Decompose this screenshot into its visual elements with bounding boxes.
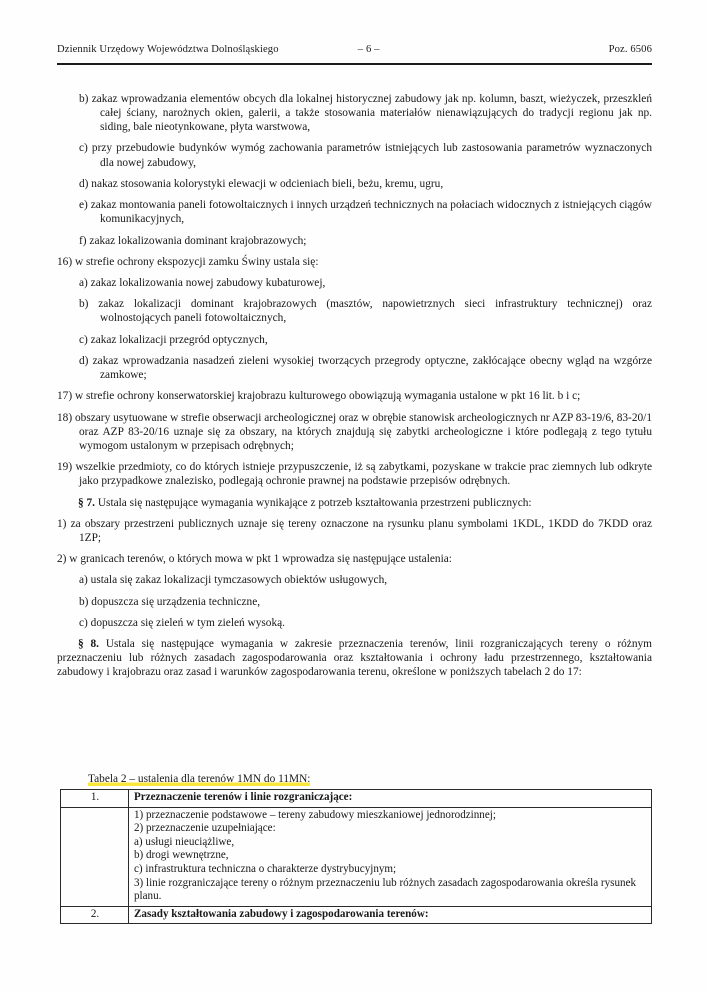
- table-row-number-empty: [61, 807, 129, 906]
- table-row: [61, 906, 652, 924]
- paragraph-item-d-kolorystyka: [57, 177, 652, 191]
- paragraph-text: nakaz stosowania kolorystyki elewacji w odcieniach bieli, beżu, kremu, ugru,: [91, 177, 444, 190]
- list-marker: a): [79, 574, 91, 587]
- paragraph-text: Ustala się następujące wymagania wynikające z potrzeb kształtowania przestrzeni publicznych:: [97, 496, 532, 509]
- list-marker: f): [79, 234, 90, 247]
- table-row-heading: Przeznaczenie terenów i linie rozgraniczające:: [129, 790, 652, 808]
- paragraph-text: zakaz lokalizowania dominant krajobrazowych;: [89, 234, 307, 247]
- paragraph-text: zakaz montowania paneli fotowoltaicznych i innych urządzeń technicznych na połaciach widocznych z istniejących ciągów komunikacyjnych,: [90, 199, 652, 226]
- section-marker: § 7.: [78, 496, 98, 509]
- table-row-heading: Zasady kształtowania zabudowy i zagospodarowania terenów:: [129, 906, 652, 924]
- list-marker: b): [79, 93, 92, 105]
- paragraph-text: ustala się zakaz lokalizacji tymczasowych obiektów usługowych,: [90, 574, 388, 587]
- position-number: Poz. 6506: [608, 44, 652, 55]
- paragraph-item-17: [57, 389, 652, 403]
- paragraph-text: zakaz wprowadzania elementów obcych dla lokalnej historycznej zabudowy jak np. kolumn, baszt, wieżyczek, przeszkleń całej ściany, narożnych okien, galerii, a także stosowania materiałów nienawiązujących do tradycji regionu jak np. siding, bale nieotynkowane, płyta warstwowa,: [91, 93, 652, 134]
- list-marker: c): [79, 333, 91, 346]
- table-content-line: c) infrastruktura techniczna o charakterze dystrybucyjnym;: [134, 862, 397, 875]
- table-row-number: 2.: [61, 906, 129, 924]
- paragraph-item-7-1: [57, 517, 652, 545]
- list-marker: 18): [57, 411, 75, 424]
- paragraph-item-7-2-c: [57, 616, 652, 630]
- list-marker: 1): [57, 517, 71, 530]
- paragraph-text: przy przebudowie budynków wymóg zachowania parametrów istniejących lub zastosowania parametrów wyznaczonych dla nowej zabudowy,: [91, 142, 653, 169]
- paragraph-item-16-c: [57, 333, 652, 347]
- document-body: [57, 92, 652, 680]
- list-marker: 19): [57, 461, 76, 474]
- paragraph-section-7: [57, 496, 652, 510]
- table-content-line: a) usługi nieuciążliwe,: [134, 835, 235, 848]
- paragraph-text: dopuszcza się zieleń w tym zieleń wysoką.: [90, 617, 286, 629]
- paragraph-item-f-dominanty: [57, 234, 652, 248]
- paragraph-text: zakaz lokalizacji dominant krajobrazowych (masztów, napowietrznych sieci infrastruktury technicznej) oraz wolnostojących paneli fotowoltaicznych,: [98, 298, 652, 325]
- paragraph-text: w strefie ochrony ekspozycji zamku Świny ustala się:: [74, 255, 319, 268]
- list-marker: 2): [57, 553, 70, 566]
- list-marker: b): [79, 595, 92, 608]
- paragraph-item-c-przebudowa: [57, 141, 652, 169]
- table-caption: [88, 772, 310, 786]
- list-marker: c): [79, 617, 91, 629]
- list-marker: d): [79, 177, 92, 190]
- paragraph-item-18: [57, 411, 652, 453]
- paragraph-item-16: [57, 255, 652, 269]
- table-content-line: b) drogi wewnętrzne,: [134, 849, 229, 862]
- paragraph-item-7-2: [57, 552, 652, 566]
- paragraph-item-19: [57, 460, 652, 488]
- section-marker: § 8.: [78, 638, 106, 651]
- paragraph-item-7-2-a: [57, 573, 652, 587]
- paragraph-item-16-d: [57, 354, 652, 382]
- header-divider: [57, 63, 652, 65]
- table-row-content: [129, 807, 652, 906]
- paragraph-item-e-fotowoltaika: [57, 198, 652, 226]
- running-head-publication: Dziennik Urzędowy Województwa Dolnośląskiego: [57, 44, 279, 55]
- table-content-line: 1) przeznaczenie podstawowe – tereny zabudowy mieszkaniowej jednorodzinnej;: [134, 808, 496, 821]
- paragraph-item-7-2-b: [57, 595, 652, 609]
- list-marker: e): [79, 199, 91, 212]
- table-caption-text: Tabela 2 – ustalenia dla terenów 1MN do 11MN:: [88, 773, 311, 785]
- paragraph-text: w strefie ochrony konserwatorskiej krajobrazu kulturowego obowiązują wymagania ustalone w pkt 16 lit. b i c;: [74, 390, 581, 403]
- paragraph-text: obszary usytuowane w strefie obserwacji archeologicznej oraz w obrębie stanowisk archeologicznych nr AZP 83-19/6, 83-20/1 oraz AZP 83-20/16 uznaje się za obszary, na których znajdują się zabytki archeologiczne i które podlegają z tego tytułu wymogom ustalonym w przepisach odrębnych;: [74, 411, 652, 452]
- table-content-line: 3) linie rozgraniczające tereny o różnym przeznaczeniu lub różnych zasadach zagospodarowania określa rysunek planu.: [134, 876, 637, 903]
- list-marker: d): [79, 355, 93, 367]
- paragraph-text: Ustala się następujące wymagania w zakresie przeznaczenia terenów, linii rozgraniczających tereny o różnym przeznaczeniu lub różnych zasadach zagospodarowania oraz kształtowania i ochrony ładu przestrzennego, kształtowania zabudowy i krajobrazu oraz zasad i warunków zagospodarowania terenu, określone w poniższych tabelach 2 do 17:: [57, 638, 652, 679]
- table-row: [61, 807, 652, 906]
- paragraph-text: zakaz wprowadzania nasadzeń zieleni wysokiej tworzących przegrody optyczne, zakłócające obecny wgląd na wzgórze zamkowe;: [92, 355, 652, 382]
- list-marker: b): [79, 298, 99, 311]
- list-marker: c): [79, 142, 92, 155]
- page-bottom-margin: [0, 991, 706, 999]
- paragraph-text: zakaz lokalizacji przegród optycznych,: [90, 333, 268, 346]
- paragraph-item-16-a: [57, 276, 652, 290]
- paragraph-text: zakaz lokalizowania nowej zabudowy kubaturowej,: [90, 277, 326, 290]
- paragraph-item-b-obce-elementy: [57, 92, 652, 134]
- paragraph-text: wszelkie przedmioty, co do których istnieje przypuszczenie, iż są zabytkami, pozyskane w trakcie prac ziemnych lub odkryte jako przypadkowe znalezisko, podlegają ochronie prawnej na podstawie przepisów odrębnych.: [75, 461, 652, 488]
- paragraph-section-8: [57, 637, 652, 679]
- table-row-number: 1.: [61, 790, 129, 808]
- table-content-line: 2) przeznaczenie uzupełniające:: [134, 822, 276, 835]
- list-marker: 16): [57, 255, 75, 268]
- list-marker: 17): [57, 390, 75, 403]
- paragraph-text: dopuszcza się urządzenia techniczne,: [91, 595, 261, 608]
- running-head: [57, 44, 652, 55]
- paragraph-item-16-b: [57, 297, 652, 325]
- plan-table: [60, 789, 652, 924]
- table-row: [61, 790, 652, 808]
- list-marker: a): [79, 277, 91, 290]
- page-number: – 6 –: [357, 44, 380, 55]
- paragraph-text: w granicach terenów, o których mowa w pkt 1 wprowadza się następujące ustalenia:: [69, 553, 452, 566]
- paragraph-text: za obszary przestrzeni publicznych uznaje się tereny oznaczone na rysunku planu symbolami 1KDL, 1KDD do 7KDD oraz 1ZP;: [70, 517, 652, 544]
